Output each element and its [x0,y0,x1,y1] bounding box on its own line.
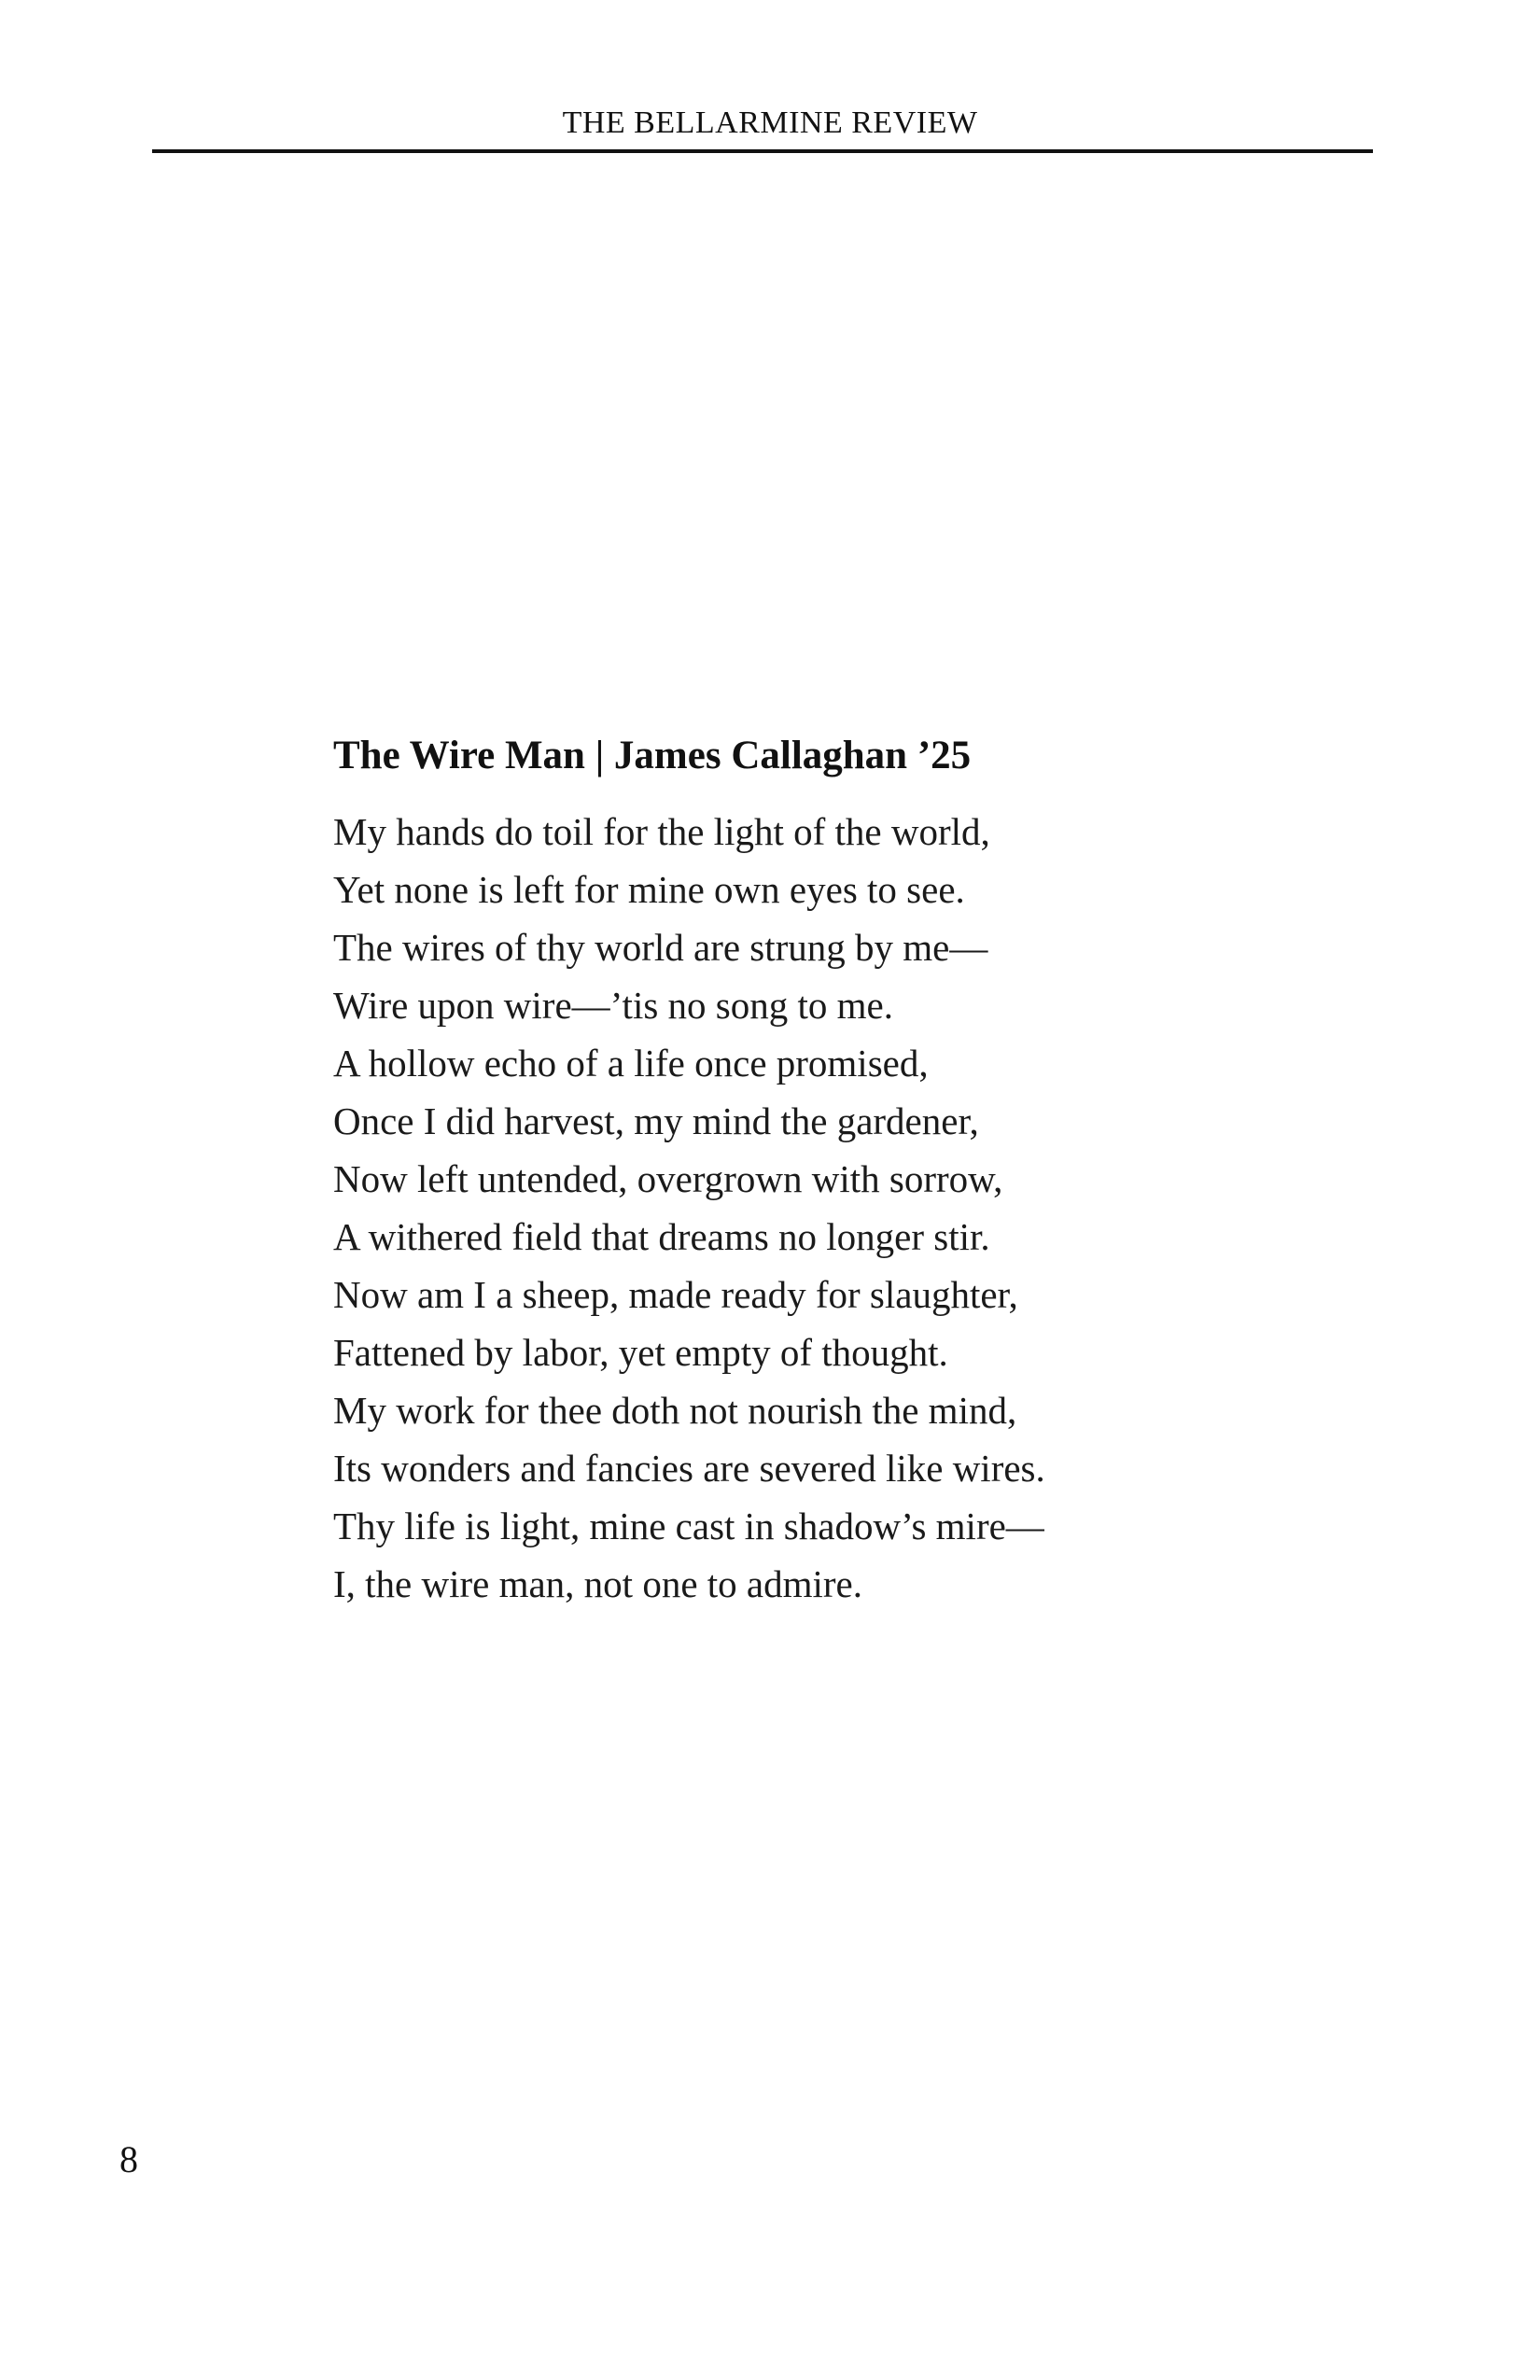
poem-line: My hands do toil for the light of the world, [333,810,990,853]
poem-line: I, the wire man, not one to admire. [333,1562,862,1605]
poem-title: The Wire Man | James Callaghan ’25 [333,734,972,777]
poem-line: A withered field that dreams no longer stir. [333,1215,990,1258]
poem-line: Fattened by labor, yet empty of thought. [333,1331,948,1374]
poem-line: Its wonders and fancies are severed like wires. [333,1447,1045,1490]
poem-line: Now am I a sheep, made ready for slaughter, [333,1273,1018,1316]
poem-line: The wires of thy world are strung by me— [333,926,988,969]
poem-lines [333,803,1267,1613]
poem-line: My work for thee doth not nourish the mind, [333,1389,1017,1432]
poem-line: Once I did harvest, my mind the gardener, [333,1099,979,1142]
poem-block [333,728,1267,1613]
running-header-title: THE BELLARMINE REVIEW [562,105,978,140]
poem-line: Thy life is light, mine cast in shadow’s mire— [333,1505,1044,1547]
header-rule [152,149,1373,153]
poem-line: Now left untended, overgrown with sorrow, [333,1157,1003,1200]
poem-line: A hollow echo of a life once promised, [333,1042,929,1085]
poem-line: Wire upon wire—’tis no song to me. [333,984,893,1027]
page-number: 8 [119,2138,138,2180]
poem-line: Yet none is left for mine own eyes to see. [333,868,965,911]
